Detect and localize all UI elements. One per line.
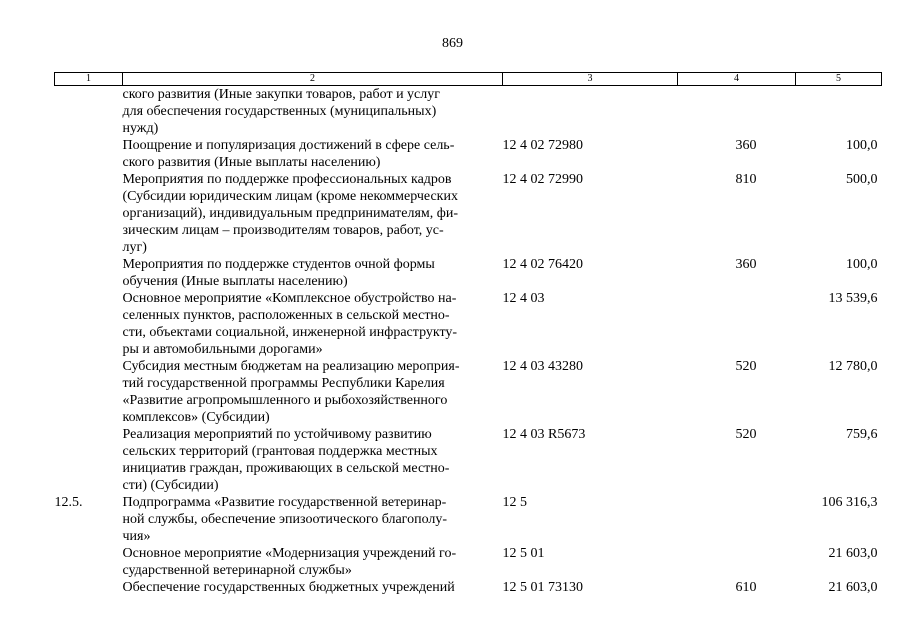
row-name-line: сельских территорий (грантовая поддержка местных: [122, 444, 438, 459]
row-name-line: «Развитие агропромышленного и рыбохозяйственного: [122, 393, 448, 408]
row-name-line: чия»: [122, 529, 151, 544]
row-name-line: инициатив граждан, проживающих в сельской местно-: [122, 461, 450, 476]
table-row: [55, 579, 882, 596]
row-name-line: Реализация мероприятий по устойчивому развитию: [122, 427, 432, 442]
row-number: [55, 358, 123, 426]
row-code: [503, 86, 678, 138]
page-number: 869: [442, 36, 463, 51]
row-name-line: Мероприятия по поддержке профессиональных кадров: [122, 172, 452, 187]
row-name-line: луг): [122, 240, 147, 255]
row-name: [123, 579, 503, 596]
row-code: 12 4 02 76420: [502, 257, 583, 272]
row-name-line: нужд): [122, 121, 159, 136]
row-name: [123, 358, 503, 426]
table-row: [55, 426, 882, 494]
row-name-line: Мероприятия по поддержке студентов очной формы: [122, 257, 435, 272]
row-number: [55, 290, 123, 358]
row-name: [123, 171, 503, 256]
row-name-line: комплексов» (Субсидии): [122, 410, 270, 425]
row-expense-type: [678, 545, 796, 579]
row-code: 12 5 01 73130: [502, 580, 583, 595]
row-amount: 100,0: [846, 138, 878, 153]
table-row: [55, 358, 882, 426]
row-code: 12 5 01: [502, 546, 545, 561]
row-name: [123, 545, 503, 579]
row-expense-type: [678, 86, 796, 138]
row-expense-type: 810: [735, 172, 757, 187]
row-name-line: Основное мероприятие «Комплексное обустройство на-: [122, 291, 457, 306]
row-amount: 12 780,0: [828, 359, 878, 374]
row-name-line: Поощрение и популяризация достижений в сфере сель-: [122, 138, 455, 153]
row-name-line: организаций), индивидуальным предпринимателям, фи-: [122, 206, 459, 221]
table-row: [55, 137, 882, 171]
column-header-4: 4: [678, 73, 796, 86]
row-name-line: сударственной ветеринарной службы»: [122, 563, 352, 578]
table-row: [55, 171, 882, 256]
row-amount: 21 603,0: [828, 546, 878, 561]
row-amount: 21 603,0: [828, 580, 878, 595]
column-header-1: 1: [55, 73, 123, 86]
row-code: 12 4 03: [502, 291, 545, 306]
row-name-line: тий государственной программы Республики Карелия: [122, 376, 445, 391]
row-amount: 500,0: [846, 172, 878, 187]
row-amount: [796, 86, 882, 138]
table-row: [55, 86, 882, 138]
row-name-line: ры и автомобильными дорогами»: [122, 342, 323, 357]
row-amount: 100,0: [846, 257, 878, 272]
row-expense-type: [678, 494, 796, 545]
row-name: [123, 426, 503, 494]
row-name-line: Обеспечение государственных бюджетных учреждений: [122, 580, 455, 595]
row-name: [123, 290, 503, 358]
row-number: [55, 579, 123, 596]
row-name-line: Субсидия местным бюджетам на реализацию мероприя-: [122, 359, 460, 374]
row-number: [55, 137, 123, 171]
row-name-line: (Субсидии юридическим лицам (кроме некоммерческих: [122, 189, 458, 204]
row-name-line: ского развития (Иные выплаты населению): [122, 155, 381, 170]
row-expense-type: 360: [735, 138, 757, 153]
row-amount: 13 539,6: [828, 291, 878, 306]
column-header-2: 2: [123, 73, 503, 86]
row-name-line: селенных пунктов, расположенных в сельской местно-: [122, 308, 450, 323]
row-number: [55, 86, 123, 138]
row-name-line: зическим лицам – производителям товаров, работ, ус-: [122, 223, 444, 238]
row-expense-type: 360: [735, 257, 757, 272]
row-code: 12 4 03 R5673: [502, 427, 586, 442]
row-expense-type: 520: [735, 359, 757, 374]
row-name: [123, 86, 503, 138]
row-number: [55, 256, 123, 290]
row-name: [123, 494, 503, 545]
row-code: 12 4 03 43280: [502, 359, 583, 374]
row-expense-type: 610: [735, 580, 757, 595]
row-code: 12 5: [502, 495, 527, 510]
budget-table: [54, 72, 882, 596]
row-name: [123, 137, 503, 171]
row-name-line: ского развития (Иные закупки товаров, работ и услуг: [122, 87, 441, 102]
row-name-line: Подпрограмма «Развитие государственной ветеринар-: [122, 495, 447, 510]
row-amount: 106 316,3: [821, 495, 878, 510]
row-name-line: сти, объектами социальной, инженерной инфраструкту-: [122, 325, 458, 340]
row-name-line: Основное мероприятие «Модернизация учреждений го-: [122, 546, 457, 561]
row-code: 12 4 02 72990: [502, 172, 583, 187]
table-row: [55, 256, 882, 290]
column-header-5: 5: [796, 73, 882, 86]
table-row: [55, 545, 882, 579]
row-number: [55, 545, 123, 579]
column-header-3: 3: [503, 73, 678, 86]
row-name: [123, 256, 503, 290]
table-row: [55, 494, 882, 545]
table-header: [55, 73, 882, 86]
table-row: [55, 290, 882, 358]
row-number: [55, 171, 123, 256]
row-name-line: ной службы, обеспечение эпизоотического благополу-: [122, 512, 448, 527]
row-amount: 759,6: [846, 427, 878, 442]
row-name-line: для обеспечения государственных (муниципальных): [122, 104, 437, 119]
row-number: 12.5.: [54, 495, 83, 510]
row-name-line: сти) (Субсидии): [122, 478, 219, 493]
row-number: [55, 426, 123, 494]
table-body: [55, 86, 882, 597]
row-name-line: обучения (Иные выплаты населению): [122, 274, 348, 289]
row-expense-type: 520: [735, 427, 757, 442]
row-code: 12 4 02 72980: [502, 138, 583, 153]
row-expense-type: [678, 290, 796, 358]
